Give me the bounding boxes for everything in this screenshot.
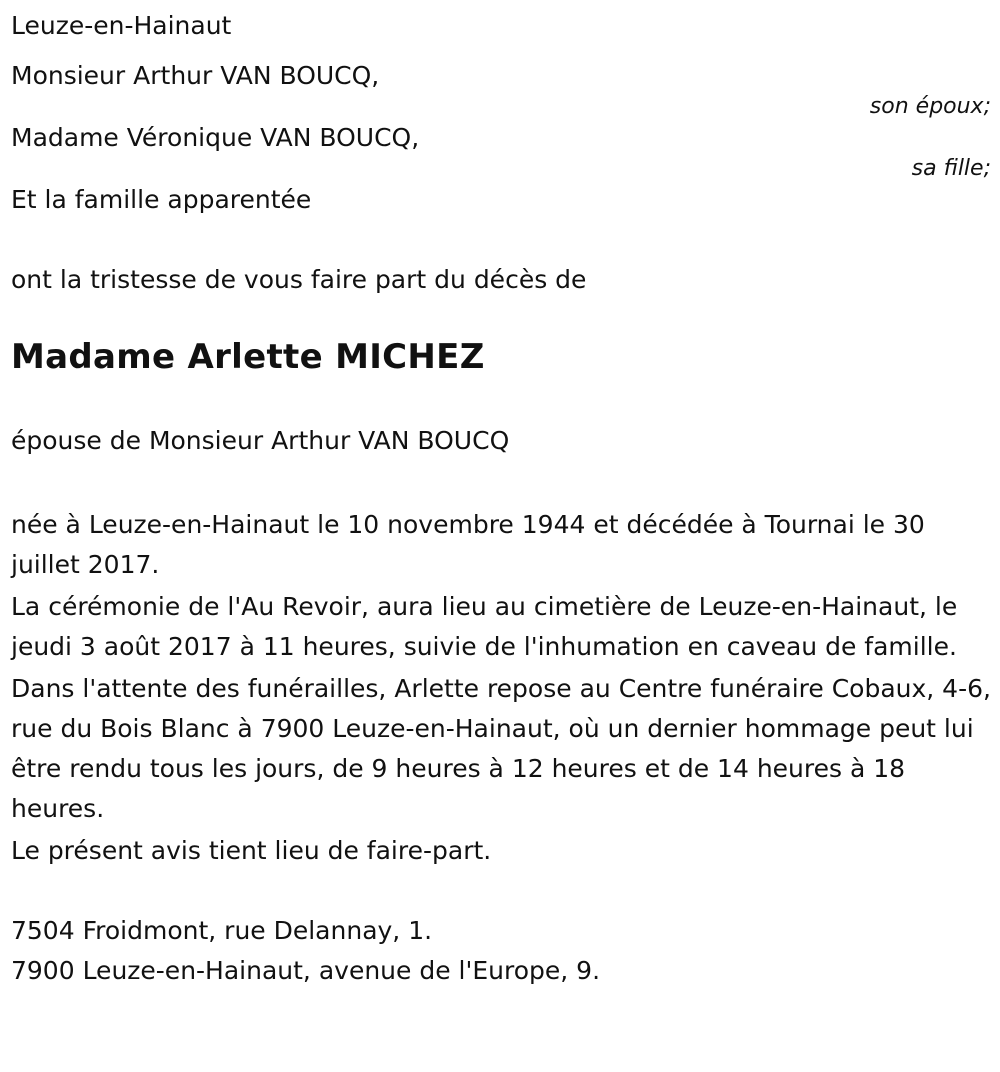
visitation-paragraph: Dans l'attente des funérailles, Arlette repose au Centre funéraire Cobaux, 4-6, rue du Bois Blanc à 7900 Leuze-en-Hainaut, où un dernier hommage peut lui être rendu tous les jours, de 9 heures à 12 heures et de 14 heures à 18 heures. [11, 674, 991, 823]
birth-death-paragraph: née à Leuze-en-Hainaut le 10 novembre 1944 et décédée à Tournai le 30 juillet 2017. [11, 510, 925, 579]
notice-paragraph: Le présent avis tient lieu de faire-part. [11, 836, 492, 865]
announcement-text: ont la tristesse de vous faire part du décès de [11, 265, 587, 294]
address-line: 7504 Froidmont, rue Delannay, 1. [11, 916, 433, 945]
ceremony-paragraph: La cérémonie de l'Au Revoir, aura lieu au cimetière de Leuze-en-Hainaut, le jeudi 3 août 2017 à 11 heures, suivie de l'inhumation en caveau de famille. [11, 592, 958, 661]
family-member-spouse [11, 46, 991, 119]
family-member-name: Monsieur Arthur VAN BOUCQ, [11, 61, 380, 90]
obituary-notice [11, 6, 991, 991]
family-extended: Et la famille apparentée [11, 185, 312, 214]
deceased-name: Madame Arlette MICHEZ [11, 337, 485, 377]
spouse-line: épouse de Monsieur Arthur VAN BOUCQ [11, 426, 510, 455]
family-member-name: Madame Véronique VAN BOUCQ, [11, 123, 420, 152]
family-member-relation: son époux; [869, 94, 991, 119]
family-member-daughter [11, 108, 991, 181]
family-member-relation: sa fille; [911, 156, 991, 181]
location-heading: Leuze-en-Hainaut [11, 11, 232, 40]
address-line: 7900 Leuze-en-Hainaut, avenue de l'Europe, 9. [11, 956, 601, 985]
addresses [11, 911, 991, 991]
